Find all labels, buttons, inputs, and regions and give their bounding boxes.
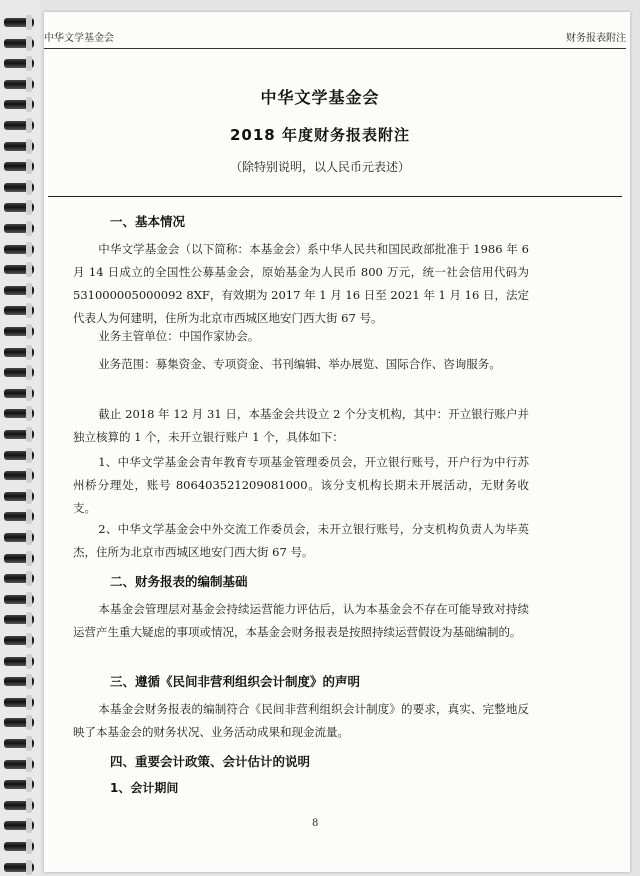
- document-report-title: 2018 年度财务报表附注: [230, 126, 410, 144]
- section-1-branch-2: 2、中华文学基金会中外交流工作委员会，未开立银行账号，分支机构负责人为毕英杰，住所为北京市西城区地安门西大街 67 号。: [73, 522, 529, 559]
- binding-coil: [4, 739, 34, 748]
- section-4-heading: 四、重要会计政策、会计估计的说明: [110, 754, 311, 769]
- binding-coil: [4, 39, 34, 48]
- binding-coil: [4, 368, 34, 377]
- binding-coil: [4, 821, 34, 830]
- binding-coil: [4, 430, 34, 439]
- binding-coil: [4, 183, 34, 192]
- binding-coil: [4, 265, 34, 274]
- section-2-heading: 二、财务报表的编制基础: [110, 574, 248, 589]
- binding-coil: [4, 780, 34, 789]
- binding-coil: [4, 224, 34, 233]
- binding-coil: [4, 203, 34, 212]
- section-3-paragraph: 本基金会财务报表的编制符合《民间非营利组织会计制度》的要求，真实、完整地反映了本基金会的财务状况、业务活动成果和现金流量。: [73, 702, 529, 739]
- section-3-heading: 三、遵循《民间非营利组织会计制度》的声明: [110, 674, 361, 689]
- page-number: 8: [312, 818, 319, 829]
- binding-coil: [4, 409, 34, 418]
- binding-coil: [4, 18, 34, 27]
- section-1-heading: 一、基本情况: [110, 214, 186, 229]
- binding-coil: [4, 554, 34, 563]
- binding-coil: [4, 492, 34, 501]
- section-1-paragraph-4: 截止 2018 年 12 月 31 日，本基金会共设立 2 个分支机构，其中：开立银行账户并独立核算的 1 个，未开立银行账户 1 个，具体如下：: [73, 407, 529, 444]
- currency-note: （除特别说明，以人民币元表述）: [229, 160, 410, 174]
- binding-coil: [4, 718, 34, 727]
- binding-coil: [4, 842, 34, 851]
- header-org-name: 中华文学基金会: [44, 33, 114, 44]
- binding-coil: [4, 863, 34, 872]
- binding-coil: [4, 698, 34, 707]
- section-1-paragraph-2: 业务主管单位：中国作家协会。: [98, 329, 260, 343]
- binding-coil: [4, 245, 34, 254]
- section-2-paragraph: 本基金会管理层对基金会持续运营能力评估后，认为本基金会不存在可能导致对持续运营产生重大疑虑的事项或情况，本基金会财务报表是按照持续运营假设为基础编制的。: [73, 602, 529, 639]
- page-header: [44, 26, 626, 49]
- section-1-paragraph-1: 中华文学基金会（以下简称：本基金会）系中华人民共和国民政部批准于 1986 年 6 月 14 日成立的全国性公募基金会，原始基金为人民币 800 万元，统一社会信用代码为 531000005000092 8XF，有效期为 2017 年 1 月 16 日至 2021 年 1 月 16 日，法定代表人为何建明，住所为北京市西城区地安门西大街 67 号。: [73, 242, 529, 325]
- header-section-name: 财务报表附注: [566, 33, 626, 44]
- binding-coil: [4, 595, 34, 604]
- binding-coil: [4, 471, 34, 480]
- binding-coil: [4, 451, 34, 460]
- binding-coil: [4, 657, 34, 666]
- document-org-title: 中华文学基金会: [260, 88, 380, 107]
- binding-coil: [4, 677, 34, 686]
- binding-coil: [4, 59, 34, 68]
- binding-coil: [4, 306, 34, 315]
- binding-coil: [4, 286, 34, 295]
- title-divider: [48, 196, 622, 197]
- binding-coil: [4, 533, 34, 542]
- section-4-subheading-1: 1、会计期间: [110, 781, 179, 795]
- binding-coil: [4, 348, 34, 357]
- binding-coil: [4, 327, 34, 336]
- binding-coil: [4, 615, 34, 624]
- section-1-branch-1: 1、中华文学基金会青年教育专项基金管理委员会，开立银行账号，开户行为中行苏州桥分理处，账号 806403521209081000。该分支机构长期未开展活动，无财务收支。: [73, 455, 529, 515]
- binding-coil: [4, 389, 34, 398]
- binding-coil: [4, 512, 34, 521]
- binding-coil: [4, 574, 34, 583]
- binding-coil: [4, 760, 34, 769]
- binding-coil: [4, 636, 34, 645]
- binding-coil: [4, 801, 34, 810]
- section-1-paragraph-3: 业务范围：募集资金、专项资金、书刊编辑、举办展览、国际合作、咨询服务。: [98, 357, 501, 371]
